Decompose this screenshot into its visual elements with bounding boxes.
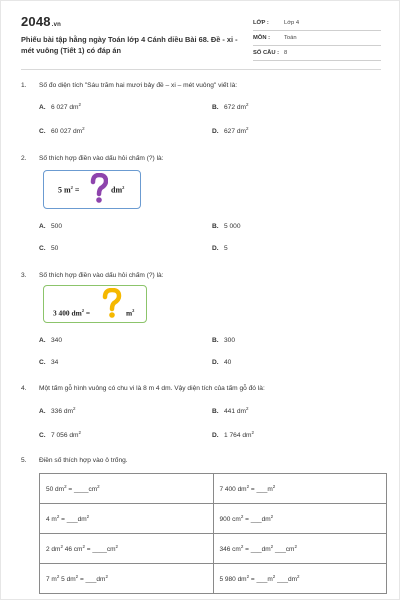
table-cell[interactable]: 50 $dm^2$ = $\_\_\_\_cm^2$ bbox=[40, 474, 214, 504]
site-logo[interactable] bbox=[21, 14, 61, 29]
question-2 bbox=[21, 155, 164, 162]
option-text: 34 bbox=[51, 359, 59, 366]
question-number: 4. bbox=[21, 385, 27, 392]
table-row bbox=[40, 504, 387, 534]
meta-value: 8 bbox=[284, 50, 288, 56]
option-letter: D. bbox=[212, 359, 219, 366]
option-text: 40 bbox=[224, 359, 232, 366]
option-text: 1 764 $dm^2$ bbox=[224, 430, 255, 440]
table-cell[interactable]: 346 $cm^2$ = $\_\_\_dm^2$ $\_\_\_cm^2$ bbox=[213, 534, 387, 564]
question-2-image bbox=[43, 170, 141, 209]
option-letter: A. bbox=[39, 408, 46, 416]
option-letter: B. bbox=[212, 408, 219, 416]
option-text: 300 bbox=[224, 337, 236, 344]
image-left-text: 3 400 $dm^2$ = bbox=[53, 308, 91, 318]
question-text: Số thích hợp điền vào dấu hỏi chấm (?) là: bbox=[39, 272, 164, 279]
option-c[interactable] bbox=[39, 359, 58, 366]
question-1 bbox=[21, 82, 237, 89]
table-cell[interactable]: 7 $m^2$ 5 $dm^2$ = $\_\_\_dm^2$ bbox=[40, 564, 214, 594]
meta-panel bbox=[253, 16, 381, 61]
option-text: 500 bbox=[51, 223, 63, 230]
logo-suffix: .vn bbox=[51, 22, 62, 28]
option-text: 50 bbox=[51, 245, 59, 252]
meta-value: Toán bbox=[284, 35, 297, 41]
option-letter: A. bbox=[39, 223, 46, 230]
question-3 bbox=[21, 272, 164, 279]
worksheet-title: Phiếu bài tập hằng ngày Toán lớp 4 Cánh diều Bài 68. Đề - xi - mét vuông (Tiết 1) có đáp án bbox=[21, 35, 238, 55]
option-d[interactable] bbox=[212, 430, 254, 439]
question-text: Số thích hợp điền vào dấu hỏi chấm (?) là: bbox=[39, 155, 164, 162]
option-text: 5 000 bbox=[224, 223, 241, 230]
meta-row-count bbox=[253, 46, 381, 61]
option-c[interactable] bbox=[39, 126, 85, 135]
option-letter: B. bbox=[212, 223, 219, 230]
question-text: Điền số thích hợp vào ô trống. bbox=[39, 457, 128, 464]
option-letter: A. bbox=[39, 104, 46, 112]
option-text: 627 $dm^2$ bbox=[224, 126, 249, 136]
option-letter: C. bbox=[39, 128, 46, 136]
question-text: Số đo diện tích "Sáu trăm hai mươi bảy đề – xi – mét vuông" viết là: bbox=[39, 82, 238, 89]
header-divider bbox=[21, 69, 381, 70]
option-d[interactable] bbox=[212, 245, 228, 252]
option-text: 441 $dm^2$ bbox=[224, 406, 249, 416]
logo-text: 2048 bbox=[21, 14, 51, 29]
question-text: Một tấm gỗ hình vuông có chu vi là 8 m 4 dm. Vậy diện tích của tấm gỗ đó là: bbox=[39, 385, 265, 392]
option-text: 60 027 $dm^2$ bbox=[51, 126, 85, 136]
option-b[interactable] bbox=[212, 406, 249, 415]
option-d[interactable] bbox=[212, 126, 249, 135]
table-row bbox=[40, 474, 387, 504]
option-c[interactable] bbox=[39, 245, 58, 252]
question-number: 3. bbox=[21, 272, 27, 279]
option-letter: C. bbox=[39, 245, 46, 252]
table-cell[interactable]: 4 $m^2$ = $\_\_\_dm^2$ bbox=[40, 504, 214, 534]
option-text: 5 bbox=[224, 245, 228, 252]
option-letter: C. bbox=[39, 432, 46, 440]
image-left-text: 5 $m^2$ = bbox=[58, 185, 80, 195]
option-b[interactable] bbox=[212, 223, 241, 230]
option-c[interactable] bbox=[39, 430, 81, 439]
table-cell[interactable]: 5 980 $dm^2$ = $\_\_\_m^2$ $\_\_\_dm^2$ bbox=[213, 564, 387, 594]
option-text: 7 056 $dm^2$ bbox=[51, 430, 82, 440]
option-a[interactable] bbox=[39, 337, 62, 344]
table-cell[interactable]: 2 $dm^2$ 46 $cm^2$ = $\_\_\_\_cm^2$ bbox=[40, 534, 214, 564]
table-cell[interactable]: 900 $cm^2$ = $\_\_\_dm^2$ bbox=[213, 504, 387, 534]
fill-in-table bbox=[39, 473, 387, 594]
question-mark-icon bbox=[102, 288, 122, 319]
question-number: 1. bbox=[21, 82, 27, 89]
image-right-text: $m^2$ bbox=[126, 308, 135, 318]
meta-label: MÔN : bbox=[253, 35, 271, 41]
question-number: 5. bbox=[21, 457, 27, 464]
question-mark-icon bbox=[90, 173, 108, 204]
option-b[interactable] bbox=[212, 337, 235, 344]
option-b[interactable] bbox=[212, 102, 249, 111]
question-3-image bbox=[43, 285, 147, 323]
image-right-text: $dm^2$ bbox=[111, 185, 125, 195]
meta-row-class bbox=[253, 16, 381, 31]
table-row bbox=[40, 564, 387, 594]
option-text: 336 $dm^2$ bbox=[51, 406, 76, 416]
option-text: 6 027 $dm^2$ bbox=[51, 102, 82, 112]
meta-value: Lớp 4 bbox=[284, 20, 300, 26]
option-a[interactable] bbox=[39, 223, 62, 230]
option-text: 340 bbox=[51, 337, 63, 344]
option-letter: B. bbox=[212, 104, 219, 112]
option-letter: C. bbox=[39, 359, 46, 366]
option-d[interactable] bbox=[212, 359, 231, 366]
option-letter: D. bbox=[212, 245, 219, 252]
option-letter: D. bbox=[212, 432, 219, 440]
table-cell[interactable]: 7 400 $dm^2$ = $\_\_\_m^2$ bbox=[213, 474, 387, 504]
table-row bbox=[40, 534, 387, 564]
question-5 bbox=[21, 457, 128, 464]
option-text: 672 $dm^2$ bbox=[224, 102, 249, 112]
meta-label: SỐ CÂU : bbox=[253, 50, 280, 56]
option-a[interactable] bbox=[39, 102, 81, 111]
option-a[interactable] bbox=[39, 406, 76, 415]
meta-row-subject bbox=[253, 31, 381, 46]
option-letter: D. bbox=[212, 128, 219, 136]
question-4 bbox=[21, 385, 265, 392]
option-letter: A. bbox=[39, 337, 46, 344]
question-number: 2. bbox=[21, 155, 27, 162]
meta-label: LỚP : bbox=[253, 20, 269, 26]
option-letter: B. bbox=[212, 337, 219, 344]
